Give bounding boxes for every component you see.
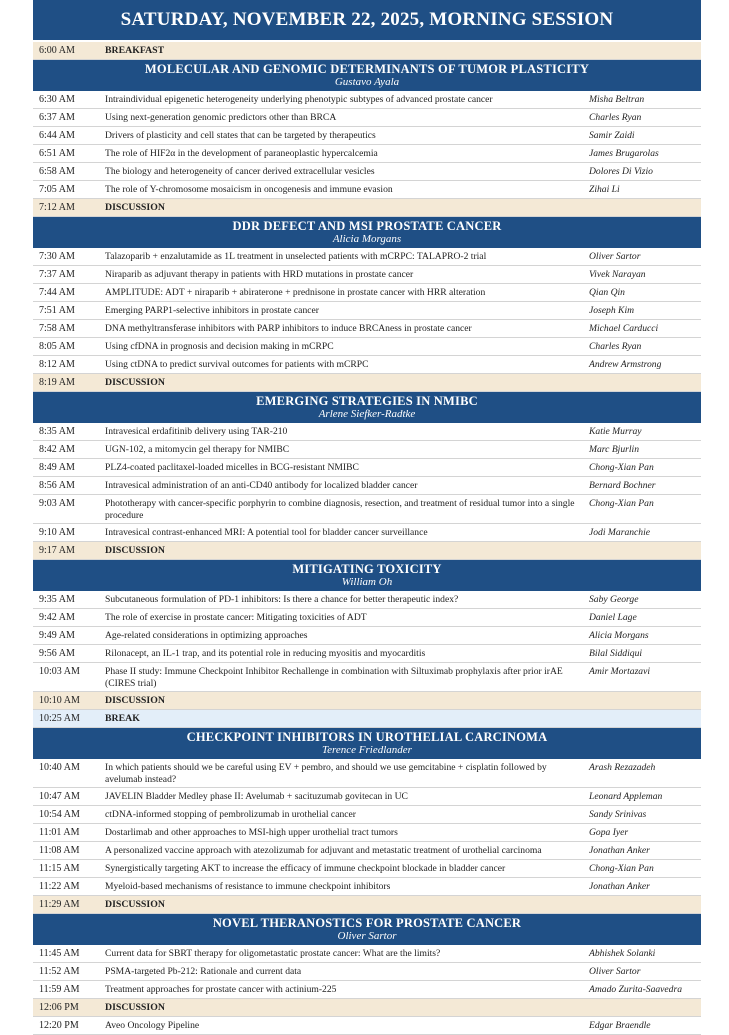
title-cell: AMPLITUDE: ADT + niraparib + abiraterone + prednisone in prostate cancer with HRR alteration — [105, 287, 486, 298]
talk-row — [33, 663, 701, 692]
speaker-cell: Katie Murray — [589, 426, 642, 437]
session-title: DDR DEFECT AND MSI PROSTATE CANCER — [232, 219, 502, 233]
speaker-cell: Daniel Lage — [589, 612, 637, 623]
title-cell: In which patients should we be careful using EV + pembro, and should we use gemcitabine + cisplatin followed by avelumab instead? — [105, 762, 547, 785]
talk-row — [33, 945, 701, 963]
time-cell: 10:25 AM — [39, 713, 80, 724]
time-cell: 6:58 AM — [39, 166, 75, 177]
closing-row — [33, 1017, 701, 1035]
speaker-cell: Alicia Morgans — [589, 630, 649, 641]
time-cell: 11:52 AM — [39, 966, 80, 977]
title-cell: DISCUSSION — [105, 202, 165, 213]
time-cell: 12:20 PM — [39, 1020, 79, 1031]
talk-row — [33, 878, 701, 896]
speaker-cell: Sandy Srinivas — [589, 809, 647, 820]
speaker-cell: Marc Bjurlin — [589, 444, 640, 455]
program-schedule — [33, 42, 701, 1035]
time-cell: 9:49 AM — [39, 630, 75, 641]
speaker-cell: Jodi Maranchie — [589, 527, 651, 538]
talk-row — [33, 524, 701, 542]
title-cell: PLZ4-coated paclitaxel-loaded micelles in BCG-resistant NMIBC — [105, 462, 359, 473]
time-cell: 7:37 AM — [39, 269, 75, 280]
talk-row — [33, 495, 701, 524]
time-cell: 10:47 AM — [39, 791, 80, 802]
discussion-row — [33, 374, 701, 392]
time-cell: 11:59 AM — [39, 984, 80, 995]
time-cell: 7:30 AM — [39, 251, 75, 262]
speaker-cell: Charles Ryan — [589, 112, 642, 123]
title-cell: Intravesical erdafitinib delivery using TAR-210 — [105, 426, 288, 437]
time-cell: 9:10 AM — [39, 527, 75, 538]
speaker-cell: Qian Qin — [589, 287, 625, 298]
talk-row — [33, 109, 701, 127]
session-moderator: William Oh — [341, 576, 393, 588]
discussion-row — [33, 542, 701, 560]
title-cell: DISCUSSION — [105, 1002, 165, 1013]
title-cell: BREAKFAST — [105, 45, 165, 56]
talk-row — [33, 591, 701, 609]
session-header — [33, 217, 701, 248]
speaker-cell: Jonathan Anker — [589, 845, 650, 856]
talk-row — [33, 127, 701, 145]
speaker-cell: Chong-Xian Pan — [589, 498, 654, 509]
talk-row — [33, 645, 701, 663]
talk-row — [33, 806, 701, 824]
talk-row — [33, 423, 701, 441]
title-cell: Current data for SBRT therapy for oligometastatic prostate cancer: What are the limits? — [105, 948, 441, 959]
time-cell: 11:15 AM — [39, 863, 80, 874]
time-cell: 6:30 AM — [39, 94, 75, 105]
title-cell: Drivers of plasticity and cell states that can be targeted by therapeutics — [105, 130, 376, 141]
speaker-cell: Edgar Braendle — [589, 1020, 651, 1031]
title-cell: Aveo Oncology Pipeline — [105, 1020, 200, 1031]
talk-row — [33, 788, 701, 806]
time-cell: 8:05 AM — [39, 341, 75, 352]
talk-row — [33, 477, 701, 495]
title-cell: The role of HIF2α in the development of paraneoplastic hypercalcemia — [105, 148, 378, 159]
time-cell: 9:42 AM — [39, 612, 75, 623]
speaker-cell: Andrew Armstrong — [589, 359, 662, 370]
speaker-cell — [589, 999, 701, 1002]
time-cell: 11:08 AM — [39, 845, 80, 856]
title-cell: Intraindividual epigenetic heterogeneity underlying phenotypic subtypes of advanced prostate cancer — [105, 94, 493, 105]
session-moderator: Arlene Siefker-Radtke — [318, 408, 416, 420]
title-cell: Intravesical administration of an anti-CD40 antibody for localized bladder cancer — [105, 480, 418, 491]
talk-row — [33, 981, 701, 999]
speaker-cell: Michael Carducci — [589, 323, 659, 334]
speaker-cell: Oliver Sartor — [589, 251, 641, 262]
title-cell: The biology and heterogeneity of cancer derived extracellular vesicles — [105, 166, 375, 177]
session-title: NOVEL THERANOSTICS FOR PROSTATE CANCER — [212, 916, 522, 930]
title-cell: Using next-generation genomic predictors other than BRCA — [105, 112, 337, 123]
title-cell: Emerging PARP1-selective inhibitors in prostate cancer — [105, 305, 319, 316]
speaker-cell: Arash Rezazadeh — [589, 762, 656, 773]
time-cell: 9:56 AM — [39, 648, 75, 659]
speaker-cell: Leonard Appleman — [589, 791, 663, 802]
speaker-cell: Bilal Siddiqui — [589, 648, 643, 659]
speaker-cell: Saby George — [589, 594, 639, 605]
discussion-row — [33, 999, 701, 1017]
time-cell: 8:49 AM — [39, 462, 75, 473]
speaker-cell: Jonathan Anker — [589, 881, 650, 892]
time-cell: 10:54 AM — [39, 809, 80, 820]
title-cell: PSMA-targeted Pb-212: Rationale and current data — [105, 966, 302, 977]
session-moderator: Gustavo Ayala — [334, 76, 400, 88]
speaker-cell: Gopa Iyer — [589, 827, 629, 838]
talk-row — [33, 302, 701, 320]
time-cell: 9:35 AM — [39, 594, 75, 605]
talk-row — [33, 145, 701, 163]
session-title: MOLECULAR AND GENOMIC DETERMINANTS OF TUMOR PLASTICITY — [144, 62, 590, 76]
time-cell: 8:56 AM — [39, 480, 75, 491]
session-header — [33, 914, 701, 945]
talk-row — [33, 163, 701, 181]
page-title: SATURDAY, NOVEMBER 22, 2025, MORNING SESSION — [33, 0, 701, 40]
time-cell: 6:00 AM — [39, 45, 75, 56]
speaker-cell: Oliver Sartor — [589, 966, 641, 977]
time-cell: 7:44 AM — [39, 287, 75, 298]
talk-row — [33, 248, 701, 266]
title-cell: DISCUSSION — [105, 695, 165, 706]
title-cell: DISCUSSION — [105, 377, 165, 388]
time-cell: 12:06 PM — [39, 1002, 79, 1013]
title-cell: Niraparib as adjuvant therapy in patients with HRD mutations in prostate cancer — [105, 269, 414, 280]
session-title: MITIGATING TOXICITY — [292, 562, 442, 576]
talk-row — [33, 860, 701, 878]
time-cell: 9:03 AM — [39, 498, 75, 509]
speaker-cell: Charles Ryan — [589, 341, 642, 352]
speaker-cell: Misha Beltran — [589, 94, 645, 105]
title-cell: A personalized vaccine approach with atezolizumab for adjuvant and metastatic treatment of urothelial carcinoma — [105, 845, 542, 856]
time-cell: 8:12 AM — [39, 359, 75, 370]
time-cell: 11:01 AM — [39, 827, 80, 838]
speaker-cell — [589, 896, 701, 899]
title-cell: Subcutaneous formulation of PD-1 inhibitors: Is there a chance for better therapeutic index? — [105, 594, 459, 605]
title-cell: DISCUSSION — [105, 899, 165, 910]
title-cell: BREAK — [105, 713, 140, 724]
talk-row — [33, 627, 701, 645]
title-cell: Intravesical contrast-enhanced MRI: A potential tool for bladder cancer surveillance — [105, 527, 428, 538]
speaker-cell: Amado Zurita-Saavedra — [589, 984, 683, 995]
time-cell: 8:19 AM — [39, 377, 75, 388]
time-cell: 7:12 AM — [39, 202, 75, 213]
time-cell: 6:44 AM — [39, 130, 75, 141]
speaker-cell: Zihai Li — [589, 184, 620, 195]
talk-row — [33, 459, 701, 477]
session-moderator: Alicia Morgans — [332, 233, 402, 245]
time-cell: 7:58 AM — [39, 323, 75, 334]
speaker-cell: Abhishek Solanki — [589, 948, 656, 959]
title-cell: Using ctDNA to predict survival outcomes for patients with mCRPC — [105, 359, 369, 370]
title-cell: JAVELIN Bladder Medley phase II: Avelumab + sacituzumab govitecan in UC — [105, 791, 408, 802]
session-header — [33, 392, 701, 423]
session-header — [33, 560, 701, 591]
speaker-cell: Bernard Bochner — [589, 480, 656, 491]
speaker-cell: Chong-Xian Pan — [589, 462, 654, 473]
time-cell: 10:03 AM — [39, 666, 80, 677]
talk-row — [33, 338, 701, 356]
talk-row — [33, 181, 701, 199]
speaker-cell — [589, 199, 701, 202]
time-cell: 11:29 AM — [39, 899, 80, 910]
session-moderator: Terence Friedlander — [322, 744, 412, 756]
talk-row — [33, 824, 701, 842]
time-cell: 10:10 AM — [39, 695, 80, 706]
break-row — [33, 710, 701, 728]
speaker-cell — [589, 374, 701, 377]
title-cell: DISCUSSION — [105, 545, 165, 556]
time-cell: 6:51 AM — [39, 148, 75, 159]
talk-row — [33, 441, 701, 459]
breakfast-row — [33, 42, 701, 60]
time-cell: 10:40 AM — [39, 762, 80, 773]
speaker-cell — [589, 692, 701, 695]
title-cell: Dostarlimab and other approaches to MSI-high upper urothelial tract tumors — [105, 827, 398, 838]
discussion-row — [33, 896, 701, 914]
time-cell: 6:37 AM — [39, 112, 75, 123]
session-title: CHECKPOINT INHIBITORS IN UROTHELIAL CARCINOMA — [186, 730, 548, 744]
title-cell: Talazoparib + enzalutamide as 1L treatment in unselected patients with mCRPC: TALAPRO-2 trial — [105, 251, 487, 262]
time-cell: 7:51 AM — [39, 305, 75, 316]
title-cell: Age-related considerations in optimizing approaches — [105, 630, 308, 641]
title-cell: Phototherapy with cancer-specific porphyrin to combine diagnosis, resection, and treatment of residual tumor into a single procedure — [105, 498, 575, 521]
speaker-cell: Joseph Kim — [589, 305, 635, 316]
session-title: EMERGING STRATEGIES IN NMIBC — [256, 394, 478, 408]
talk-row — [33, 91, 701, 109]
talk-row — [33, 842, 701, 860]
talk-row — [33, 356, 701, 374]
title-cell: UGN-102, a mitomycin gel therapy for NMIBC — [105, 444, 290, 455]
discussion-row — [33, 199, 701, 217]
discussion-row — [33, 692, 701, 710]
speaker-cell: Samir Zaidi — [589, 130, 635, 141]
talk-row — [33, 963, 701, 981]
speaker-cell: James Brugarolas — [589, 148, 659, 159]
time-cell: 11:45 AM — [39, 948, 80, 959]
session-header — [33, 728, 701, 759]
speaker-cell: Dolores Di Vizio — [589, 166, 653, 177]
talk-row — [33, 284, 701, 302]
speaker-cell: Amir Mortazavi — [589, 666, 651, 677]
speaker-cell: Chong-Xian Pan — [589, 863, 654, 874]
session-moderator: Oliver Sartor — [337, 930, 397, 942]
speaker-cell: Vivek Narayan — [589, 269, 646, 280]
time-cell: 7:05 AM — [39, 184, 75, 195]
time-cell: 11:22 AM — [39, 881, 80, 892]
title-cell: Synergistically targeting AKT to increase the efficacy of immune checkpoint blockade in bladder cancer — [105, 863, 506, 874]
session-header — [33, 60, 701, 91]
title-cell: Myeloid-based mechanisms of resistance to immune checkpoint inhibitors — [105, 881, 391, 892]
talk-row — [33, 320, 701, 338]
talk-row — [33, 759, 701, 788]
title-cell: Rilonacept, an IL-1 trap, and its potential role in reducing myositis and myocarditis — [105, 648, 426, 659]
title-cell: The role of exercise in prostate cancer: Mitigating toxicities of ADT — [105, 612, 367, 623]
title-cell: Using cfDNA in prognosis and decision making in mCRPC — [105, 341, 334, 352]
title-cell: Phase II study: Immune Checkpoint Inhibitor Rechallenge in combination with Siltuximab prophylaxis after prior irAE (CIRES trial) — [105, 666, 563, 689]
speaker-cell — [589, 542, 701, 545]
title-cell: The role of Y-chromosome mosaicism in oncogenesis and immune evasion — [105, 184, 393, 195]
speaker-cell — [589, 42, 701, 45]
title-cell: ctDNA-informed stopping of pembrolizumab in urothelial cancer — [105, 809, 356, 820]
title-cell: DNA methyltransferase inhibitors with PARP inhibitors to induce BRCAness in prostate cancer — [105, 323, 472, 334]
talk-row — [33, 266, 701, 284]
talk-row — [33, 609, 701, 627]
time-cell: 8:35 AM — [39, 426, 75, 437]
speaker-cell — [589, 710, 701, 713]
time-cell: 9:17 AM — [39, 545, 75, 556]
time-cell: 8:42 AM — [39, 444, 75, 455]
title-cell: Treatment approaches for prostate cancer with actinium-225 — [105, 984, 337, 995]
